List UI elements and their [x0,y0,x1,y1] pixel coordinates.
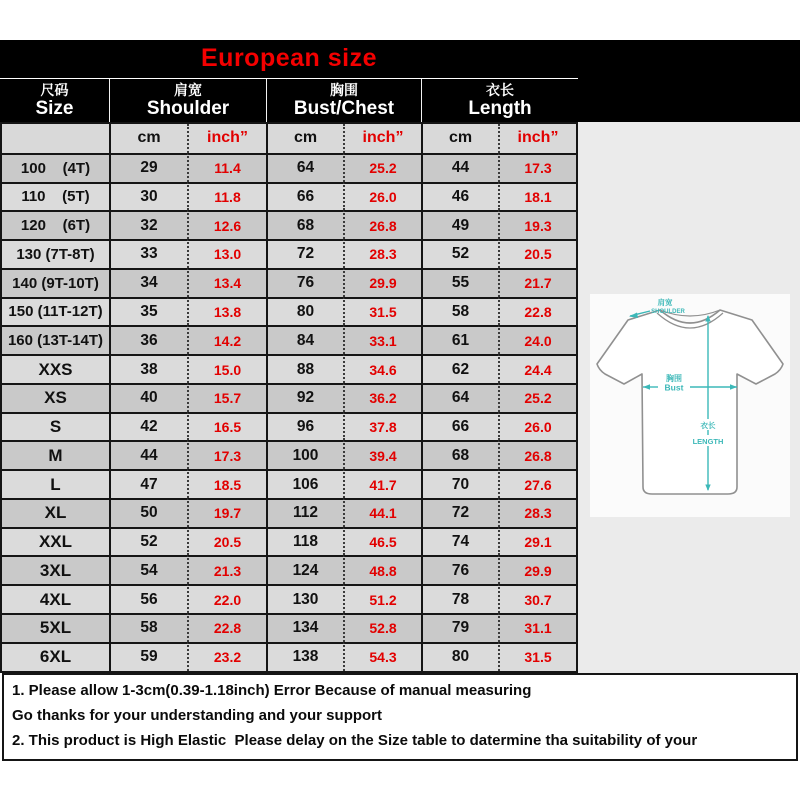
value-cell-inch: 22.8 [498,297,576,326]
value-cell-inch: 20.5 [498,239,576,268]
value-cell-inch: 21.7 [498,268,576,297]
value-cell-inch: 24.0 [498,325,576,354]
column-header-length [421,79,578,122]
value-cell-inch: 31.5 [343,297,421,326]
bust-label: Bust [664,382,684,393]
value-cell-inch: 26.0 [343,182,421,211]
value-cell-inch: 22.8 [187,613,266,642]
value-cell-inch: 11.8 [187,182,266,211]
value-cell-inch: 17.3 [498,153,576,182]
column-header-shoulder [109,79,266,122]
value-cell-cm: 42 [109,412,187,441]
value-cell-cm: 58 [109,613,187,642]
size-label: XL [2,498,109,527]
value-cell-inch: 26.8 [498,440,576,469]
value-cell-inch: 52.8 [343,613,421,642]
size-label: 110 (5T) [2,182,109,211]
value-cell-cm: 32 [109,210,187,239]
value-cell-cm: 92 [266,383,343,412]
value-cell-inch: 12.6 [187,210,266,239]
value-cell-cm: 72 [421,498,498,527]
value-cell-cm: 80 [421,642,498,671]
value-cell-cm: 62 [421,354,498,383]
column-header-length-cjk: 衣长 [486,81,514,98]
value-cell-cm: 35 [109,297,187,326]
tshirt-panel [578,122,800,673]
length-label-cjk: 衣长 [700,421,716,430]
subheader-length-cm: cm [421,124,498,153]
value-cell-cm: 78 [421,584,498,613]
value-cell-cm: 88 [266,354,343,383]
length-label: LENGTH [692,437,724,446]
value-cell-cm: 34 [109,268,187,297]
subheader-length-inch: inch” [498,124,576,153]
value-cell-inch: 14.2 [187,325,266,354]
value-cell-cm: 36 [109,325,187,354]
subheader-shoulder-cm: cm [109,124,187,153]
size-label: 120 (6T) [2,210,109,239]
value-cell-cm: 112 [266,498,343,527]
value-cell-cm: 74 [421,527,498,556]
value-cell-inch: 17.3 [187,440,266,469]
value-cell-cm: 46 [421,182,498,211]
subheader-bust-cm: cm [266,124,343,153]
value-cell-inch: 28.3 [343,239,421,268]
value-cell-cm: 30 [109,182,187,211]
value-cell-cm: 66 [266,182,343,211]
value-cell-inch: 37.8 [343,412,421,441]
value-cell-inch: 51.2 [343,584,421,613]
value-cell-cm: 68 [266,210,343,239]
column-header-bust-en: Bust/Chest [293,97,395,119]
value-cell-cm: 44 [109,440,187,469]
value-cell-inch: 26.0 [498,412,576,441]
value-cell-inch: 31.5 [498,642,576,671]
value-cell-cm: 38 [109,354,187,383]
value-cell-cm: 50 [109,498,187,527]
value-cell-inch: 11.4 [187,153,266,182]
value-cell-cm: 64 [266,153,343,182]
column-header-size-cjk: 尺码 [40,81,69,98]
value-cell-cm: 52 [109,527,187,556]
value-cell-cm: 56 [109,584,187,613]
value-cell-inch: 19.7 [187,498,266,527]
column-header-length-en: Length [468,97,532,119]
size-label: 4XL [2,584,109,613]
size-label: XXL [2,527,109,556]
header-bar [0,40,800,122]
value-cell-inch: 34.6 [343,354,421,383]
value-cell-inch: 33.1 [343,325,421,354]
value-cell-cm: 44 [421,153,498,182]
column-headers [0,79,578,122]
value-cell-cm: 54 [109,555,187,584]
value-cell-inch: 48.8 [343,555,421,584]
value-cell-inch: 29.9 [498,555,576,584]
size-label: 130 (7T-8T) [2,239,109,268]
column-header-shoulder-cjk: 肩宽 [174,81,202,98]
notes-box [2,673,798,761]
size-label: 150 (11T-12T) [2,297,109,326]
size-label: 5XL [2,613,109,642]
value-cell-inch: 41.7 [343,469,421,498]
size-label: S [2,412,109,441]
value-cell-inch: 18.5 [187,469,266,498]
value-cell-cm: 76 [266,268,343,297]
note-line-2: Go thanks for your understanding and your support [12,707,383,724]
value-cell-inch: 39.4 [343,440,421,469]
tshirt-image-box [590,294,790,517]
value-cell-cm: 66 [421,412,498,441]
size-label: 160 (13T-14T) [2,325,109,354]
size-label: 100 (4T) [2,153,109,182]
size-label: XS [2,383,109,412]
size-label: L [2,469,109,498]
value-cell-inch: 25.2 [343,153,421,182]
value-cell-cm: 79 [421,613,498,642]
value-cell-cm: 100 [266,440,343,469]
value-cell-inch: 22.0 [187,584,266,613]
size-table [0,122,578,673]
column-header-bust [266,79,421,122]
value-cell-inch: 54.3 [343,642,421,671]
column-header-bust-cjk: 胸围 [330,81,358,98]
value-cell-inch: 19.3 [498,210,576,239]
value-cell-inch: 30.7 [498,584,576,613]
value-cell-inch: 25.2 [498,383,576,412]
subheader-shoulder-inch: inch” [187,124,266,153]
value-cell-inch: 15.7 [187,383,266,412]
value-cell-inch: 16.5 [187,412,266,441]
value-cell-cm: 96 [266,412,343,441]
size-label: XXS [2,354,109,383]
value-cell-inch: 18.1 [498,182,576,211]
value-cell-cm: 29 [109,153,187,182]
value-cell-cm: 72 [266,239,343,268]
value-cell-inch: 24.4 [498,354,576,383]
bust-label-cjk: 胸围 [666,374,682,383]
value-cell-inch: 29.9 [343,268,421,297]
subheader-empty [2,124,109,153]
note-line-1: 1. Please allow 1-3cm(0.39-1.18inch) Error Because of manual measuring [12,682,532,699]
value-cell-inch: 36.2 [343,383,421,412]
shoulder-label-cjk: 肩宽 [657,298,673,307]
value-cell-cm: 138 [266,642,343,671]
value-cell-cm: 76 [421,555,498,584]
value-cell-inch: 23.2 [187,642,266,671]
column-header-shoulder-en: Shoulder [146,97,230,119]
value-cell-cm: 49 [421,210,498,239]
value-cell-cm: 70 [421,469,498,498]
value-cell-inch: 20.5 [187,527,266,556]
value-cell-cm: 80 [266,297,343,326]
size-label: 140 (9T-10T) [2,268,109,297]
value-cell-inch: 31.1 [498,613,576,642]
value-cell-cm: 47 [109,469,187,498]
value-cell-cm: 84 [266,325,343,354]
column-header-size-en: Size [35,97,74,119]
page-title: European size [201,44,377,72]
value-cell-cm: 130 [266,584,343,613]
size-label: 3XL [2,555,109,584]
tshirt-outline [597,310,783,494]
value-cell-cm: 58 [421,297,498,326]
value-cell-cm: 64 [421,383,498,412]
value-cell-cm: 118 [266,527,343,556]
value-cell-cm: 134 [266,613,343,642]
value-cell-inch: 46.5 [343,527,421,556]
value-cell-inch: 13.8 [187,297,266,326]
subheader-bust-inch: inch” [343,124,421,153]
value-cell-inch: 13.4 [187,268,266,297]
note-line-3: 2. This product is High Elastic Please delay on the Size table to datermine tha suitability of your [12,732,698,749]
size-label: 6XL [2,642,109,671]
value-cell-inch: 44.1 [343,498,421,527]
value-cell-cm: 52 [421,239,498,268]
shoulder-label: SHOULDER [651,309,685,315]
value-cell-inch: 27.6 [498,469,576,498]
value-cell-cm: 59 [109,642,187,671]
value-cell-cm: 61 [421,325,498,354]
value-cell-cm: 124 [266,555,343,584]
size-label: M [2,440,109,469]
value-cell-inch: 21.3 [187,555,266,584]
value-cell-cm: 68 [421,440,498,469]
value-cell-cm: 55 [421,268,498,297]
value-cell-inch: 15.0 [187,354,266,383]
column-header-size [0,79,109,122]
value-cell-cm: 33 [109,239,187,268]
value-cell-inch: 28.3 [498,498,576,527]
value-cell-inch: 26.8 [343,210,421,239]
value-cell-inch: 13.0 [187,239,266,268]
value-cell-inch: 29.1 [498,527,576,556]
tshirt-diagram [590,294,790,517]
value-cell-cm: 40 [109,383,187,412]
value-cell-cm: 106 [266,469,343,498]
